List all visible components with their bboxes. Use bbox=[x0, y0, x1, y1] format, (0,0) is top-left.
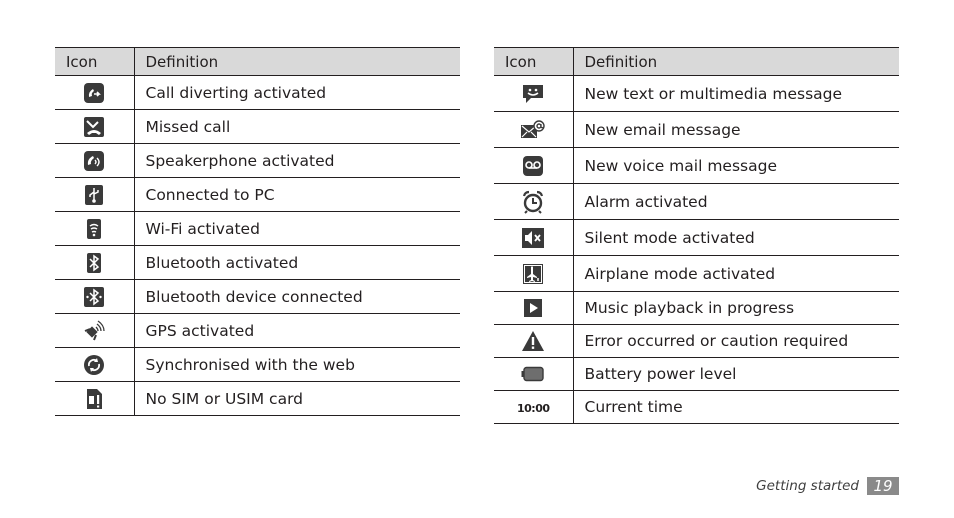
table-row bbox=[55, 144, 460, 178]
table-row bbox=[55, 246, 460, 280]
definition-cell: Wi-Fi activated bbox=[134, 212, 460, 246]
definition-column-header: Definition bbox=[134, 48, 460, 76]
table-row bbox=[55, 76, 460, 110]
table-row bbox=[494, 325, 899, 358]
definition-cell: Error occurred or caution required bbox=[573, 325, 899, 358]
definition-cell: Missed call bbox=[134, 110, 460, 144]
definition-column-header: Definition bbox=[573, 48, 899, 76]
definition-cell: New text or multimedia message bbox=[573, 76, 899, 112]
section-title: Getting started bbox=[756, 478, 859, 494]
table-row bbox=[494, 76, 899, 112]
table-row bbox=[494, 148, 899, 184]
table-row bbox=[494, 112, 899, 148]
no-sim-icon bbox=[85, 388, 103, 410]
icon-column-header: Icon bbox=[55, 48, 134, 76]
definition-cell: Current time bbox=[573, 391, 899, 424]
gps-icon bbox=[82, 319, 106, 343]
table-row bbox=[55, 280, 460, 314]
sync-web-icon bbox=[83, 354, 105, 376]
definition-cell: Airplane mode activated bbox=[573, 256, 899, 292]
definition-cell: Connected to PC bbox=[134, 178, 460, 212]
voicemail-icon bbox=[522, 155, 544, 177]
definition-cell: Call diverting activated bbox=[134, 76, 460, 110]
alarm-icon bbox=[522, 190, 544, 214]
table-header-row bbox=[494, 48, 899, 76]
call-diverting-icon bbox=[83, 82, 105, 104]
definition-cell: Speakerphone activated bbox=[134, 144, 460, 178]
definition-cell: Battery power level bbox=[573, 358, 899, 391]
usb-pc-icon bbox=[84, 184, 104, 206]
table-row bbox=[494, 358, 899, 391]
definition-cell: Bluetooth device connected bbox=[134, 280, 460, 314]
bluetooth-icon bbox=[86, 252, 102, 274]
definition-cell: Alarm activated bbox=[573, 184, 899, 220]
silent-mode-icon bbox=[521, 227, 545, 249]
message-icon bbox=[521, 83, 545, 105]
email-icon bbox=[520, 119, 546, 141]
table-header-row bbox=[55, 48, 460, 76]
table-row bbox=[494, 220, 899, 256]
definition-cell: No SIM or USIM card bbox=[134, 382, 460, 416]
battery-icon bbox=[521, 366, 545, 382]
table-row bbox=[494, 292, 899, 325]
speakerphone-icon bbox=[83, 150, 105, 172]
page-number: 19 bbox=[867, 477, 899, 495]
table-row bbox=[494, 184, 899, 220]
table-row bbox=[55, 110, 460, 144]
definition-cell: Music playback in progress bbox=[573, 292, 899, 325]
definition-cell: New email message bbox=[573, 112, 899, 148]
definition-cell: GPS activated bbox=[134, 314, 460, 348]
left-icon-table bbox=[55, 47, 460, 416]
definition-cell: New voice mail message bbox=[573, 148, 899, 184]
definition-cell: Bluetooth activated bbox=[134, 246, 460, 280]
bluetooth-connected-icon bbox=[83, 286, 105, 308]
definition-cell: Synchronised with the web bbox=[134, 348, 460, 382]
table-row bbox=[55, 382, 460, 416]
definition-cell: Silent mode activated bbox=[573, 220, 899, 256]
icon-column-header: Icon bbox=[494, 48, 573, 76]
wifi-icon bbox=[86, 218, 102, 240]
page-footer bbox=[756, 477, 899, 495]
table-row bbox=[55, 348, 460, 382]
table-row bbox=[494, 256, 899, 292]
table-row bbox=[55, 178, 460, 212]
table-row bbox=[494, 391, 899, 424]
missed-call-icon bbox=[83, 116, 105, 138]
current-time-icon: 10:00 bbox=[516, 402, 550, 415]
music-playback-icon bbox=[523, 298, 543, 318]
error-caution-icon bbox=[521, 330, 545, 352]
airplane-mode-icon bbox=[522, 263, 544, 285]
table-row bbox=[55, 314, 460, 348]
right-icon-table bbox=[494, 47, 899, 424]
table-row bbox=[55, 212, 460, 246]
